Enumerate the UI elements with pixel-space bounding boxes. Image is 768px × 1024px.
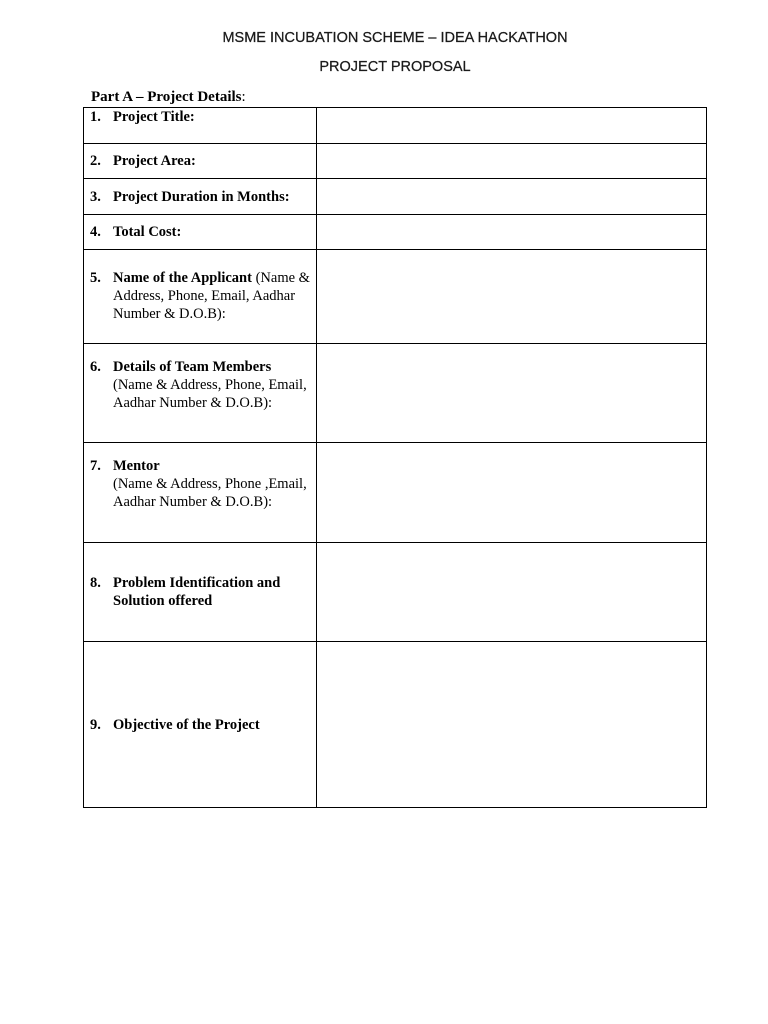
label-cell [84,543,317,642]
total-cost-field[interactable] [317,215,707,250]
row-label: Project Area: [113,153,196,169]
row-objective [84,642,707,808]
row-label: Name of the Applicant [113,270,252,286]
part-a-heading [91,89,246,106]
row-number: 7. [90,458,101,474]
row-detail: (Name & Address, Phone, Email, Aadhar Number & D.O.B): [113,270,310,322]
row-number: 5. [90,270,101,286]
row-applicant [84,250,707,344]
part-a-heading-colon: : [241,89,246,105]
team-members-field[interactable] [317,344,707,443]
label-cell [84,108,317,144]
row-team-members [84,344,707,443]
problem-identification-field[interactable] [317,543,707,642]
project-title-field[interactable] [317,108,707,144]
row-label: Details of Team Members [113,359,272,375]
row-number: 9. [90,716,101,733]
row-number: 2. [90,153,101,169]
row-project-duration [84,179,707,215]
row-mentor [84,443,707,543]
project-details-table [83,107,707,808]
row-label: Problem Identification and Solution offered [113,575,281,609]
row-total-cost [84,215,707,250]
label-cell [84,179,317,215]
row-detail: (Name & Address, Phone, Email, Aadhar Number & D.O.B): [113,377,307,411]
row-project-area [84,144,707,179]
row-detail: (Name & Address, Phone ,Email, Aadhar Number & D.O.B): [113,476,307,510]
objective-field[interactable] [317,642,707,808]
row-label: Objective of the Project [113,716,260,733]
row-label: Mentor [113,458,160,474]
document-subtitle: PROJECT PROPOSAL [319,59,471,75]
label-cell [84,250,317,344]
applicant-field[interactable] [317,250,707,344]
document-title: MSME INCUBATION SCHEME – IDEA HACKATHON [222,30,568,46]
row-label: Total Cost: [113,224,182,240]
label-cell [84,344,317,443]
part-a-heading-text: Part A – Project Details [91,89,242,105]
mentor-field[interactable] [317,443,707,543]
row-label: Project Title: [113,109,195,125]
row-number: 8. [90,575,101,591]
label-cell [84,443,317,543]
project-area-field[interactable] [317,144,707,179]
row-number: 1. [90,109,101,125]
project-duration-field[interactable] [317,179,707,215]
row-project-title [84,108,707,144]
row-number: 3. [90,188,101,205]
label-cell [84,215,317,250]
row-number: 4. [90,224,101,240]
row-problem-identification [84,543,707,642]
label-cell [84,642,317,808]
row-number: 6. [90,359,101,375]
label-cell [84,144,317,179]
row-label: Project Duration in Months: [113,188,290,205]
